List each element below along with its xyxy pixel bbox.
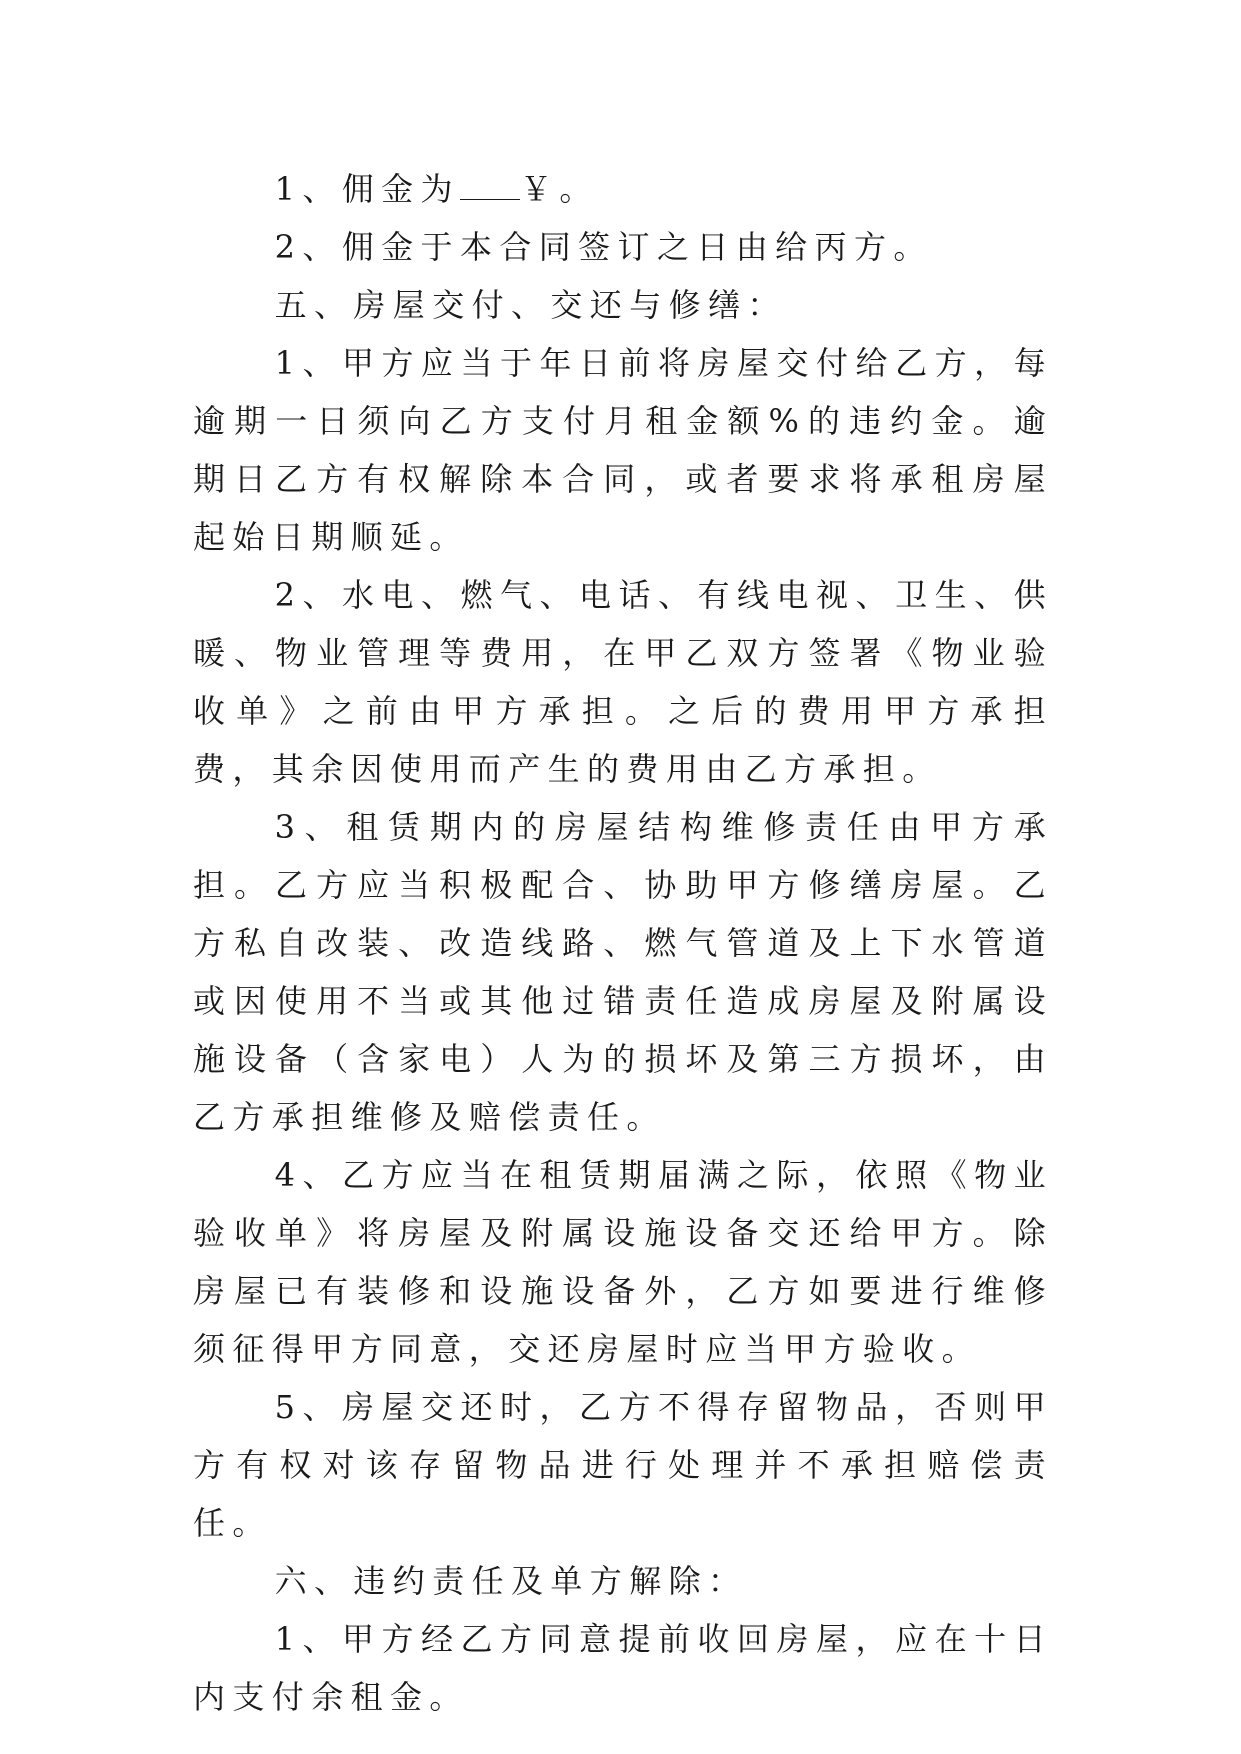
section-5-heading: 五、房屋交付、交还与修缮： [274,286,787,324]
section-5-clause-5: 5、房屋交还时，乙方不得存留物品，否则甲方有权对该存留物品进行处理并不承担赔偿责任。 [193,1388,1053,1542]
section-5-clause-4: 4、乙方应当在租赁期届满之际，依照《物业验收单》将房屋及附属设施设备交还给甲方。除房屋已有装修和设施设备外，乙方如要进行维修须征得甲方同意，交还房屋时应当甲方验收。 [193,1156,1053,1368]
section-6-clause-1: 1、甲方经乙方同意提前收回房屋，应在十日内支付余租金。 [193,1620,1053,1716]
commission-amount-blank [460,169,520,200]
commission-clause-1-prefix: 1、佣金为 [274,170,460,208]
contract-text [193,160,1053,1726]
section-5-clause-3: 3、租赁期内的房屋结构维修责任由甲方承担。乙方应当积极配合、协助甲方修缮房屋。乙方私自改装、改造线路、燃气管道及上下水管道或因使用不当或其他过错责任造成房屋及附属设施设备（含家电）人为的损坏及第三方损坏，由乙方承担维修及赔偿责任。 [193,808,1053,1136]
commission-clause-2: 2、佣金于本合同签订之日由给丙方。 [274,228,933,266]
commission-clause-1 [193,160,1053,218]
section-5-clause-1: 1、甲方应当于年日前将房屋交付给乙方，每逾期一日须向乙方支付月租金额%的违约金。逾期日乙方有权解除本合同，或者要求将承租房屋起始日期顺延。 [193,344,1053,556]
commission-clause-1-suffix: ￥。 [519,170,599,208]
section-6-heading: 六、违约责任及单方解除： [274,1562,748,1600]
section-5-clause-2: 2、水电、燃气、电话、有线电视、卫生、供暖、物业管理等费用，在甲乙双方签署《物业验收单》之前由甲方承担。之后的费用甲方承担费，其余因使用而产生的费用由乙方承担。 [193,576,1053,788]
